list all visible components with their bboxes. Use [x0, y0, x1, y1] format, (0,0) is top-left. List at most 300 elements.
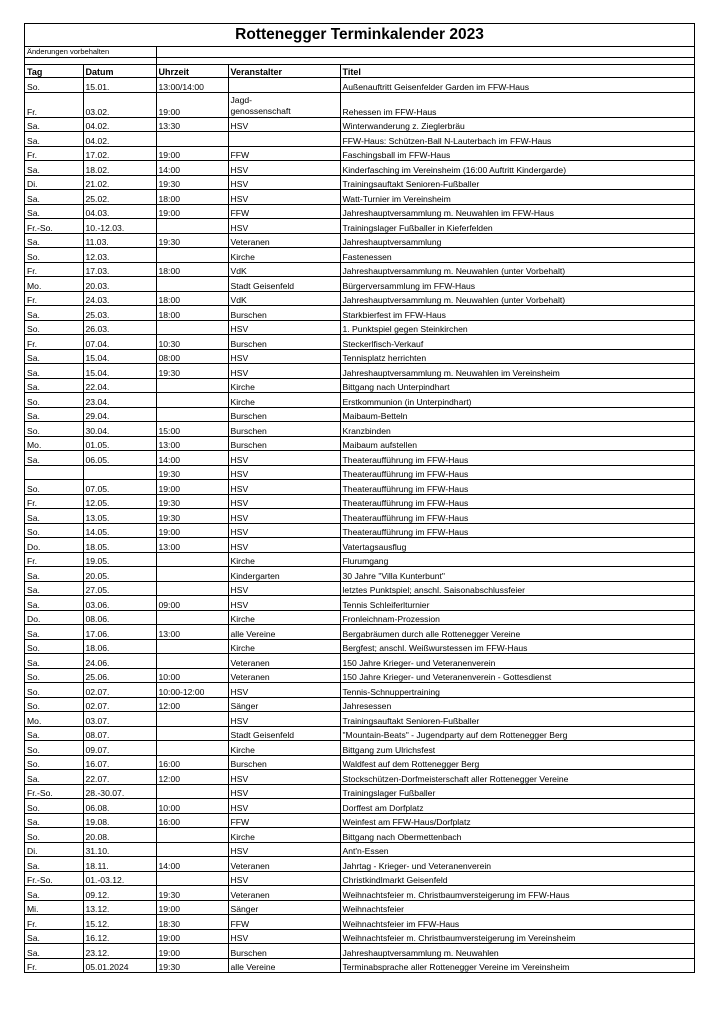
cell-veranstalter: HSV [228, 523, 340, 538]
cell-titel: Starkbierfest im FFW-Haus [340, 306, 694, 321]
cell-datum: 27.05. [83, 581, 156, 596]
cell-datum: 14.05. [83, 523, 156, 538]
cell-datum: 22.04. [83, 378, 156, 393]
table-row [25, 828, 694, 843]
cell-titel: Christkindlmarkt Geisenfeld [340, 871, 694, 886]
cell-veranstalter: Sänger [228, 697, 340, 712]
cell-titel: Trainingslager Fußballer in Kieferfelden [340, 219, 694, 234]
cell-uhrzeit: 19:00 [156, 480, 228, 495]
cell-datum: 09.07. [83, 741, 156, 756]
cell-veranstalter: Burschen [228, 306, 340, 321]
cell-veranstalter: Kirche [228, 393, 340, 408]
table-row [25, 422, 694, 437]
cell-datum: 03.07. [83, 712, 156, 727]
header-veranstalter: Veranstalter [228, 65, 340, 78]
table-row [25, 277, 694, 292]
cell-veranstalter: Veteranen [228, 668, 340, 683]
cell-tag: So. [25, 393, 83, 408]
cell-tag: Mo. [25, 436, 83, 451]
cell-datum: 29.04. [83, 407, 156, 422]
cell-veranstalter: HSV [228, 175, 340, 190]
table-row [25, 465, 694, 480]
cell-datum: 17.02. [83, 146, 156, 161]
cell-datum: 18.05. [83, 538, 156, 553]
table-row [25, 654, 694, 669]
cell-veranstalter [228, 132, 340, 147]
cell-datum: 19.08. [83, 813, 156, 828]
cell-titel: "Mountain-Beats" - Jugendparty auf dem Rottenegger Berg [340, 726, 694, 741]
cell-datum: 23.12. [83, 944, 156, 959]
cell-uhrzeit [156, 567, 228, 582]
cell-datum: 19.05. [83, 552, 156, 567]
cell-veranstalter: Kirche [228, 378, 340, 393]
cell-veranstalter: Burschen [228, 436, 340, 451]
cell-veranstalter: HSV [228, 349, 340, 364]
cell-tag: Sa. [25, 161, 83, 176]
cell-titel: Terminabsprache aller Rottenegger Vereine im Vereinsheim [340, 958, 694, 972]
cell-veranstalter: HSV [228, 219, 340, 234]
table-row [25, 335, 694, 350]
cell-uhrzeit [156, 654, 228, 669]
cell-datum: 11.03. [83, 233, 156, 248]
cell-uhrzeit: 13:00/14:00 [156, 78, 228, 93]
cell-tag: So. [25, 697, 83, 712]
cell-titel: Theateraufführung im FFW-Haus [340, 465, 694, 480]
table-row [25, 407, 694, 422]
table-row [25, 697, 694, 712]
cell-veranstalter: Burschen [228, 335, 340, 350]
cell-datum: 22.07. [83, 770, 156, 785]
cell-veranstalter: Sänger [228, 900, 340, 915]
cell-tag: So. [25, 755, 83, 770]
note-divider [156, 47, 157, 57]
cell-tag: So. [25, 320, 83, 335]
cell-uhrzeit [156, 712, 228, 727]
header-uhrzeit: Uhrzeit [156, 65, 228, 78]
cell-veranstalter: HSV [228, 683, 340, 698]
table-row [25, 436, 694, 451]
table-row [25, 364, 694, 379]
cell-uhrzeit [156, 639, 228, 654]
cell-veranstalter: HSV [228, 117, 340, 132]
cell-datum: 04.03. [83, 204, 156, 219]
cell-veranstalter: Kirche [228, 639, 340, 654]
cell-tag: Sa. [25, 364, 83, 379]
cell-datum: 25.03. [83, 306, 156, 321]
table-row [25, 842, 694, 857]
cell-tag: Fr.-So. [25, 871, 83, 886]
cell-datum: 04.02. [83, 117, 156, 132]
cell-titel: Bergfest; anschl. Weißwurstessen im FFW-Haus [340, 639, 694, 654]
cell-titel: Jahreshauptversammlung m. Neuwahlen (unter Vorbehalt) [340, 262, 694, 277]
cell-uhrzeit [156, 132, 228, 147]
cell-titel: Watt-Turnier im Vereinsheim [340, 190, 694, 205]
cell-titel: Trainingslager Fußballer [340, 784, 694, 799]
cell-titel: Trainingsauftakt Senioren-Fußballer [340, 712, 694, 727]
cell-datum: 02.07. [83, 697, 156, 712]
cell-veranstalter: FFW [228, 146, 340, 161]
table-row [25, 683, 694, 698]
table-row [25, 958, 694, 972]
cell-datum: 15.12. [83, 915, 156, 930]
cell-veranstalter: Burschen [228, 407, 340, 422]
cell-uhrzeit [156, 552, 228, 567]
cell-tag: Sa. [25, 132, 83, 147]
table-row [25, 915, 694, 930]
cell-uhrzeit: 13:00 [156, 625, 228, 640]
cell-veranstalter: Jagd- genossenschaft [228, 92, 340, 117]
table-row [25, 639, 694, 654]
cell-tag: Sa. [25, 567, 83, 582]
cell-datum: 02.07. [83, 683, 156, 698]
header-datum: Datum [83, 65, 156, 78]
cell-titel: Bittgang nach Unterpindhart [340, 378, 694, 393]
cell-uhrzeit: 12:00 [156, 697, 228, 712]
cell-uhrzeit: 12:00 [156, 770, 228, 785]
cell-uhrzeit: 13:00 [156, 538, 228, 553]
cell-datum: 24.03. [83, 291, 156, 306]
changes-note-text: Änderungen vorbehalten [27, 47, 110, 56]
cell-tag: Sa. [25, 407, 83, 422]
table-row [25, 552, 694, 567]
cell-titel: Bergabräumen durch alle Rottenegger Vereine [340, 625, 694, 640]
cell-titel: Theateraufführung im FFW-Haus [340, 494, 694, 509]
cell-tag: Sa. [25, 581, 83, 596]
cell-titel: Flurumgang [340, 552, 694, 567]
table-row [25, 291, 694, 306]
cell-titel: Bittgang nach Obermettenbach [340, 828, 694, 843]
table-row [25, 320, 694, 335]
cell-tag: Fr. [25, 291, 83, 306]
cell-uhrzeit: 19:30 [156, 958, 228, 972]
cell-tag [25, 465, 83, 480]
cell-datum: 17.06. [83, 625, 156, 640]
cell-veranstalter: Kirche [228, 741, 340, 756]
cell-titel: Weihnachtsfeier [340, 900, 694, 915]
cell-datum: 03.02. [83, 92, 156, 117]
cell-titel: Winterwanderung z. Zieglerbräu [340, 117, 694, 132]
cell-datum: 09.12. [83, 886, 156, 901]
cell-titel: Ant'n-Essen [340, 842, 694, 857]
cell-tag: Fr. [25, 915, 83, 930]
cell-tag: So. [25, 668, 83, 683]
table-row [25, 117, 694, 132]
table-row [25, 161, 694, 176]
cell-titel: 150 Jahre Krieger- und Veteranenverein [340, 654, 694, 669]
cell-titel: Weihnachtsfeier im FFW-Haus [340, 915, 694, 930]
cell-veranstalter: HSV [228, 190, 340, 205]
table-row [25, 204, 694, 219]
cell-uhrzeit [156, 277, 228, 292]
cell-uhrzeit: 19:00 [156, 929, 228, 944]
cell-datum: 21.02. [83, 175, 156, 190]
cell-titel: Außenauftritt Geisenfelder Garden im FFW-Haus [340, 78, 694, 93]
cell-tag: So. [25, 480, 83, 495]
cell-uhrzeit: 10:00-12:00 [156, 683, 228, 698]
cell-titel: Weinfest am FFW-Haus/Dorfplatz [340, 813, 694, 828]
table-row [25, 132, 694, 147]
cell-datum: 13.12. [83, 900, 156, 915]
cell-uhrzeit: 16:00 [156, 813, 228, 828]
cell-datum: 20.03. [83, 277, 156, 292]
table-row [25, 712, 694, 727]
table-row [25, 813, 694, 828]
cell-datum: 16.07. [83, 755, 156, 770]
cell-veranstalter: HSV [228, 770, 340, 785]
cell-tag: Mo. [25, 277, 83, 292]
table-row [25, 175, 694, 190]
cell-uhrzeit [156, 320, 228, 335]
cell-uhrzeit: 18:00 [156, 306, 228, 321]
cell-tag: Sa. [25, 813, 83, 828]
cell-datum [83, 465, 156, 480]
cell-veranstalter: HSV [228, 596, 340, 611]
cell-uhrzeit: 19:00 [156, 944, 228, 959]
cell-titel: Jahreshauptversammlung [340, 233, 694, 248]
cell-datum: 12.05. [83, 494, 156, 509]
cell-uhrzeit: 19:30 [156, 509, 228, 524]
cell-titel: Faschingsball im FFW-Haus [340, 146, 694, 161]
table-row [25, 929, 694, 944]
cell-uhrzeit: 19:00 [156, 204, 228, 219]
cell-uhrzeit [156, 219, 228, 234]
cell-veranstalter: HSV [228, 871, 340, 886]
cell-uhrzeit: 16:00 [156, 755, 228, 770]
table-row [25, 190, 694, 205]
cell-uhrzeit: 10:00 [156, 668, 228, 683]
cell-datum: 26.03. [83, 320, 156, 335]
table-row [25, 233, 694, 248]
cell-titel: Weihnachtsfeier m. Christbaumversteigerung im FFW-Haus [340, 886, 694, 901]
cell-veranstalter: VdK [228, 291, 340, 306]
table-row [25, 857, 694, 872]
cell-titel: Weihnachtsfeier m. Christbaumversteigerung im Vereinsheim [340, 929, 694, 944]
cell-veranstalter: Burschen [228, 422, 340, 437]
cell-titel: Rehessen im FFW-Haus [340, 92, 694, 117]
cell-uhrzeit: 18:30 [156, 915, 228, 930]
cell-tag: So. [25, 639, 83, 654]
cell-uhrzeit: 19:00 [156, 146, 228, 161]
cell-datum: 20.08. [83, 828, 156, 843]
cell-tag: Fr. [25, 92, 83, 117]
cell-titel: Erstkommunion (in Unterpindhart) [340, 393, 694, 408]
table-row [25, 393, 694, 408]
cell-tag: Sa. [25, 770, 83, 785]
table-row [25, 770, 694, 785]
calendar-sheet [24, 23, 695, 973]
cell-uhrzeit: 13:30 [156, 117, 228, 132]
cell-veranstalter: HSV [228, 364, 340, 379]
cell-titel: Tennis Schleiferlturnier [340, 596, 694, 611]
cell-uhrzeit: 19:00 [156, 900, 228, 915]
cell-datum: 23.04. [83, 393, 156, 408]
cell-tag: Sa. [25, 190, 83, 205]
cell-tag: Sa. [25, 857, 83, 872]
cell-uhrzeit: 19:30 [156, 364, 228, 379]
cell-uhrzeit: 18:00 [156, 190, 228, 205]
table-row [25, 248, 694, 263]
cell-tag: Fr. [25, 262, 83, 277]
cell-titel: Bittgang zum Ulrichsfest [340, 741, 694, 756]
cell-veranstalter: HSV [228, 161, 340, 176]
cell-uhrzeit: 19:30 [156, 465, 228, 480]
cell-veranstalter: Kindergarten [228, 567, 340, 582]
cell-datum: 05.01.2024 [83, 958, 156, 972]
cell-datum: 03.06. [83, 596, 156, 611]
table-row [25, 451, 694, 466]
cell-tag: Sa. [25, 654, 83, 669]
cell-veranstalter: Burschen [228, 755, 340, 770]
cell-datum: 08.06. [83, 610, 156, 625]
cell-veranstalter: alle Vereine [228, 958, 340, 972]
cell-veranstalter: Stadt Geisenfeld [228, 726, 340, 741]
cell-uhrzeit [156, 378, 228, 393]
table-row [25, 523, 694, 538]
cell-tag: Sa. [25, 349, 83, 364]
table-row [25, 886, 694, 901]
cell-uhrzeit: 19:30 [156, 886, 228, 901]
cell-tag: Fr. [25, 335, 83, 350]
cell-veranstalter: HSV [228, 784, 340, 799]
cell-veranstalter: HSV [228, 465, 340, 480]
cell-datum: 18.02. [83, 161, 156, 176]
cell-tag: Sa. [25, 204, 83, 219]
cell-titel: Kinderfasching im Vereinsheim (16:00 Auftritt Kindergarde) [340, 161, 694, 176]
table-row [25, 596, 694, 611]
table-row [25, 944, 694, 959]
cell-titel: Theateraufführung im FFW-Haus [340, 480, 694, 495]
cell-uhrzeit: 19:00 [156, 92, 228, 117]
cell-veranstalter: FFW [228, 204, 340, 219]
cell-tag: Sa. [25, 596, 83, 611]
cell-tag: Mo. [25, 712, 83, 727]
cell-titel: Stockschützen-Dorfmeisterschaft aller Rottenegger Vereine [340, 770, 694, 785]
cell-titel: Theateraufführung im FFW-Haus [340, 451, 694, 466]
cell-veranstalter: FFW [228, 813, 340, 828]
cell-titel: Trainingsauftakt Senioren-Fußballer [340, 175, 694, 190]
cell-tag: Sa. [25, 726, 83, 741]
cell-datum: 24.06. [83, 654, 156, 669]
cell-uhrzeit [156, 407, 228, 422]
cell-datum: 10.-12.03. [83, 219, 156, 234]
cell-titel: Kranzbinden [340, 422, 694, 437]
cell-tag: So. [25, 523, 83, 538]
cell-veranstalter: Kirche [228, 828, 340, 843]
table-header-row [25, 65, 694, 78]
cell-tag: Sa. [25, 929, 83, 944]
cell-datum: 12.03. [83, 248, 156, 263]
cell-datum: 07.05. [83, 480, 156, 495]
table-row [25, 668, 694, 683]
cell-tag: So. [25, 422, 83, 437]
cell-uhrzeit: 14:00 [156, 857, 228, 872]
cell-veranstalter: HSV [228, 538, 340, 553]
cell-uhrzeit [156, 828, 228, 843]
cell-uhrzeit [156, 248, 228, 263]
cell-veranstalter: Veteranen [228, 886, 340, 901]
cell-uhrzeit: 14:00 [156, 161, 228, 176]
table-row [25, 784, 694, 799]
table-row [25, 741, 694, 756]
cell-veranstalter: HSV [228, 480, 340, 495]
cell-tag: So. [25, 799, 83, 814]
cell-datum: 25.06. [83, 668, 156, 683]
cell-datum: 15.04. [83, 349, 156, 364]
cell-datum: 20.05. [83, 567, 156, 582]
cell-veranstalter [228, 78, 340, 93]
cell-titel: Jahreshauptversammlung m. Neuwahlen im FFW-Haus [340, 204, 694, 219]
cell-tag: Fr.-So. [25, 219, 83, 234]
table-row [25, 581, 694, 596]
cell-titel: FFW-Haus: Schützen-Ball N-Lauterbach im FFW-Haus [340, 132, 694, 147]
cell-titel: Tennis-Schnuppertraining [340, 683, 694, 698]
cell-uhrzeit: 13:00 [156, 436, 228, 451]
cell-titel: Jahreshauptversammlung m. Neuwahlen [340, 944, 694, 959]
cell-uhrzeit: 10:00 [156, 799, 228, 814]
cell-tag: Sa. [25, 306, 83, 321]
cell-tag: Sa. [25, 451, 83, 466]
cell-uhrzeit: 19:30 [156, 175, 228, 190]
document-title: Rottenegger Terminkalender 2023 [25, 24, 694, 47]
cell-uhrzeit: 19:00 [156, 523, 228, 538]
table-row [25, 900, 694, 915]
cell-titel: Vatertagsausflug [340, 538, 694, 553]
cell-datum: 01.-03.12. [83, 871, 156, 886]
cell-datum: 15.04. [83, 364, 156, 379]
cell-titel: Maibaum-Betteln [340, 407, 694, 422]
table-row [25, 262, 694, 277]
cell-veranstalter: Kirche [228, 552, 340, 567]
events-body [25, 78, 694, 973]
cell-datum: 25.02. [83, 190, 156, 205]
cell-veranstalter: Burschen [228, 944, 340, 959]
cell-datum: 15.01. [83, 78, 156, 93]
cell-tag: Sa. [25, 886, 83, 901]
table-row [25, 378, 694, 393]
cell-datum: 17.03. [83, 262, 156, 277]
cell-titel: Jahreshauptversammlung m. Neuwahlen (unter Vorbehalt) [340, 291, 694, 306]
cell-uhrzeit: 10:30 [156, 335, 228, 350]
cell-datum: 13.05. [83, 509, 156, 524]
cell-titel: Waldfest auf dem Rottenegger Berg [340, 755, 694, 770]
table-row [25, 349, 694, 364]
cell-veranstalter: Veteranen [228, 857, 340, 872]
cell-uhrzeit [156, 871, 228, 886]
spacer-divider [156, 58, 157, 64]
cell-veranstalter: HSV [228, 929, 340, 944]
header-tag: Tag [25, 65, 83, 78]
header-titel: Titel [340, 65, 694, 78]
events-table [25, 65, 694, 972]
cell-uhrzeit: 18:00 [156, 291, 228, 306]
cell-veranstalter: HSV [228, 494, 340, 509]
cell-datum: 16.12. [83, 929, 156, 944]
table-row [25, 146, 694, 161]
cell-titel: 30 Jahre "Villa Kunterbunt" [340, 567, 694, 582]
cell-datum: 06.05. [83, 451, 156, 466]
cell-datum: 04.02. [83, 132, 156, 147]
cell-tag: So. [25, 248, 83, 263]
cell-tag: Mi. [25, 900, 83, 915]
cell-veranstalter: HSV [228, 842, 340, 857]
cell-veranstalter: FFW [228, 915, 340, 930]
cell-datum: 30.04. [83, 422, 156, 437]
cell-veranstalter: HSV [228, 509, 340, 524]
table-row [25, 755, 694, 770]
table-row [25, 219, 694, 234]
table-row [25, 92, 694, 117]
cell-uhrzeit: 19:30 [156, 494, 228, 509]
